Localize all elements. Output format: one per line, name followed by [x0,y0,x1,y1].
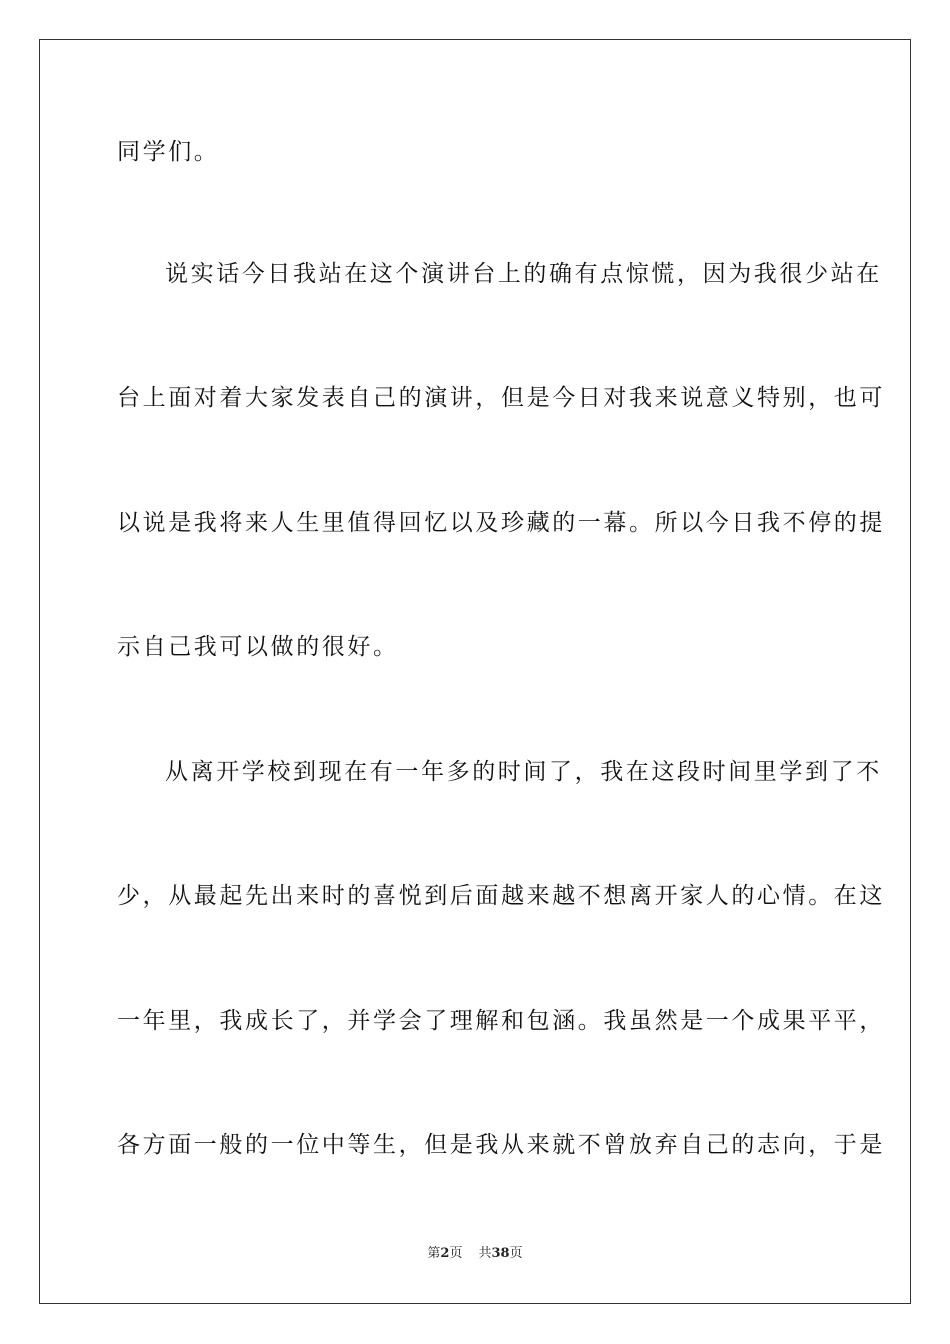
total-prefix: 共 [478,1246,492,1261]
text-line: 说实话今日我站在这个演讲台上的确有点惊慌，因为我很少站在 [165,261,882,287]
text-line: 从离开学校到现在有一年多的时间了，我在这段时间里学到了不 [165,759,882,785]
text-line: 示自己我可以做的很好。 [117,634,399,660]
text-line: 台上面对着大家发表自己的演讲，但是今日对我来说意义特别，也可 [117,385,885,411]
text-line: 少，从最起先出来时的喜悦到后面越来越不想离开家人的心情。在这 [117,883,885,909]
total-suffix: 页 [509,1246,523,1261]
page-footer [0,1245,950,1263]
text-line: 各方面一般的一位中等生，但是我从来就不曾放弃自己的志向，于是 [117,1132,885,1158]
page-number: 2 [440,1246,450,1261]
page-border [39,39,911,1304]
page-suffix: 页 [449,1246,463,1261]
text-line: 同学们。 [117,139,220,165]
page-prefix: 第 [427,1246,441,1261]
text-line: 一年里，我成长了，并学会了理解和包涵。我虽然是一个成果平平， [117,1008,885,1034]
text-line: 以说是我将来人生里值得回忆以及珍藏的一幕。所以今日我不停的提 [117,510,885,536]
total-pages: 38 [491,1246,510,1261]
